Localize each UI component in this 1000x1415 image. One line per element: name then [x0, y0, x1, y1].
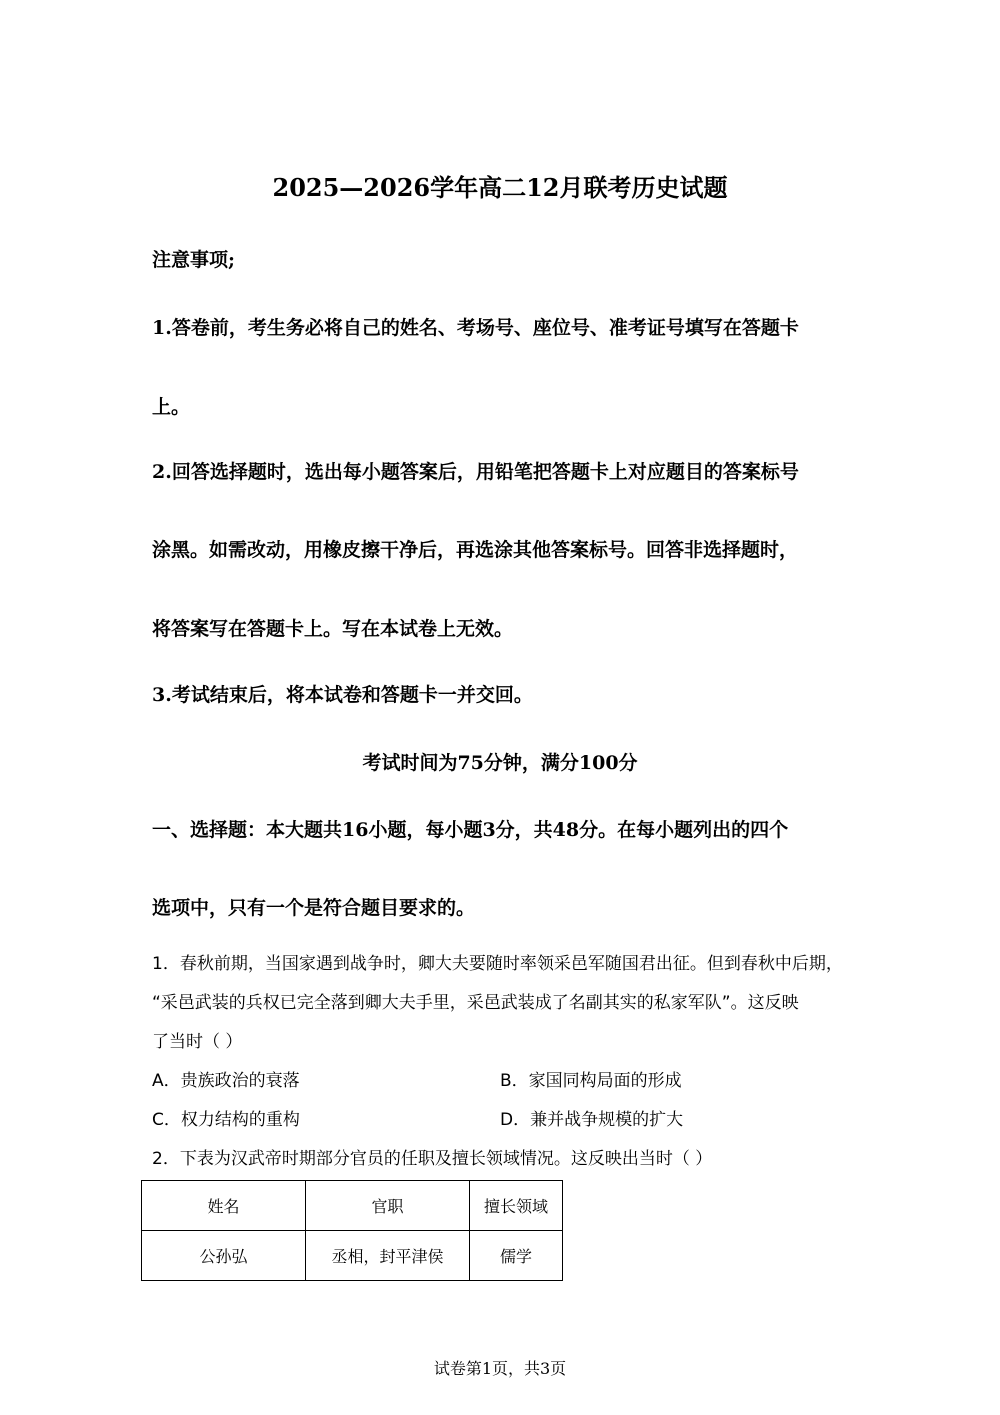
exam-time: 考试时间为75分钟，满分100分	[362, 752, 638, 774]
table-row	[142, 1231, 563, 1281]
q1-stem-line-3: 了当时（ ）	[152, 1032, 243, 1052]
q1-stem-line-2: “采邑武装的兵权已完全落到卿大夫手里，采邑武装成了名副其实的私家军队”。这反映	[152, 993, 799, 1013]
section-heading-line-1: 一、选择题：本大题共16小题，每小题3分，共48分。在每小题列出的四个	[152, 819, 789, 841]
q2-stem: 2．下表为汉武帝时期部分官员的任职及擅长领域情况。这反映出当时（ ）	[152, 1149, 713, 1169]
table-header-cell: 擅长领域	[470, 1181, 563, 1231]
q1-option-a: A．贵族政治的衰落	[152, 1071, 300, 1091]
q1-option-b: B．家国同构局面的形成	[500, 1071, 682, 1091]
officials-table	[141, 1180, 563, 1281]
notice-line-5: 将答案写在答题卡上。写在本试卷上无效。	[152, 618, 514, 640]
notice-line-3: 2.回答选择题时，选出每小题答案后，用铅笔把答题卡上对应题目的答案标号	[152, 461, 799, 483]
table-cell: 丞相，封平津侯	[306, 1231, 470, 1281]
q1-option-c: C．权力结构的重构	[152, 1110, 300, 1130]
section-heading-line-2: 选项中，只有一个是符合题目要求的。	[152, 897, 476, 919]
page-title: 2025—2026学年高二12月联考历史试题	[272, 173, 728, 202]
notice-line-6: 3.考试结束后，将本试卷和答题卡一并交回。	[152, 684, 533, 706]
notice-heading: 注意事项;	[152, 249, 236, 271]
q1-option-d: D．兼并战争规模的扩大	[500, 1110, 684, 1130]
table-cell: 儒学	[470, 1231, 563, 1281]
q1-stem-line-1: 1．春秋前期，当国家遇到战争时，卿大夫要随时率领采邑军随国君出征。但到春秋中后期，	[152, 954, 843, 974]
table-cell: 公孙弘	[142, 1231, 306, 1281]
table-header-cell: 姓名	[142, 1181, 306, 1231]
notice-line-1: 1.答卷前，考生务必将自己的姓名、考场号、座位号、准考证号填写在答题卡	[152, 317, 799, 339]
table-header-row	[142, 1181, 563, 1231]
notice-line-4: 涂黑。如需改动，用橡皮擦干净后，再选涂其他答案标号。回答非选择题时，	[152, 539, 799, 561]
table-header-cell: 官职	[306, 1181, 470, 1231]
notice-line-2: 上。	[152, 396, 191, 418]
page-footer: 试卷第1页，共3页	[433, 1359, 567, 1378]
